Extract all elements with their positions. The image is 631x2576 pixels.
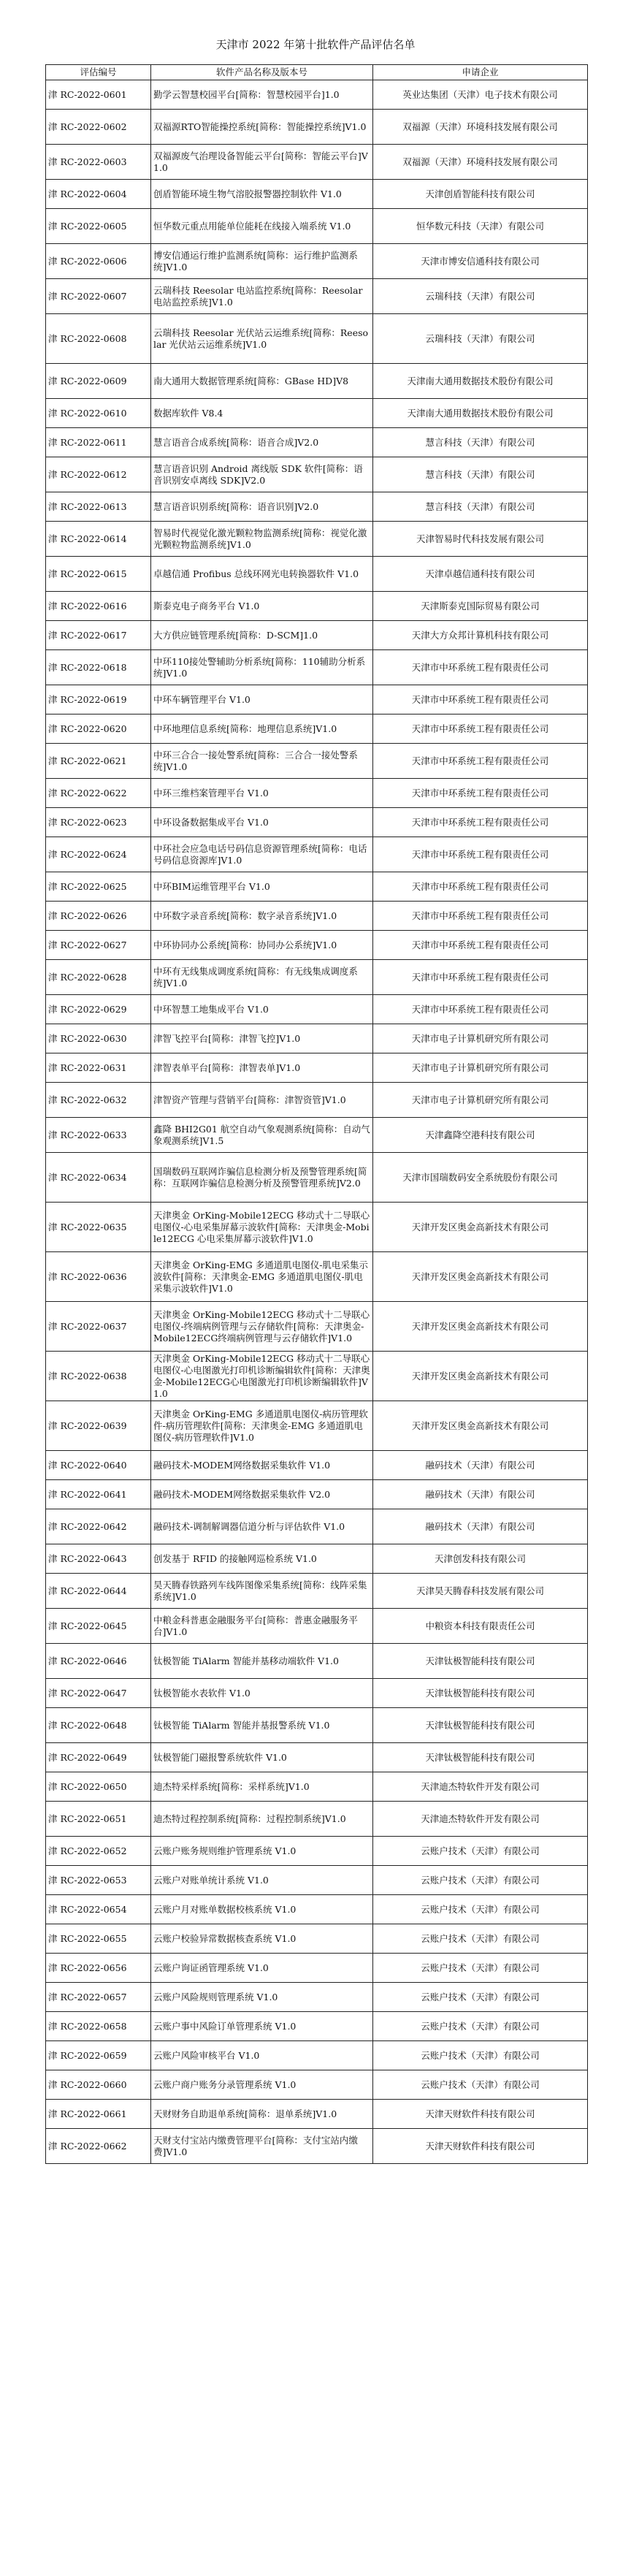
cell-eval-number: 津 RC-2022-0662 bbox=[46, 2129, 151, 2164]
table-row bbox=[46, 995, 588, 1024]
table-row bbox=[46, 744, 588, 779]
table-row bbox=[46, 1252, 588, 1302]
cell-eval-number: 津 RC-2022-0655 bbox=[46, 1924, 151, 1954]
cell-eval-number: 津 RC-2022-0603 bbox=[46, 145, 151, 180]
cell-applicant: 慧言科技（天津）有限公司 bbox=[373, 492, 588, 522]
cell-applicant: 云账户技术（天津）有限公司 bbox=[373, 1837, 588, 1866]
table-row bbox=[46, 110, 588, 145]
cell-eval-number: 津 RC-2022-0627 bbox=[46, 931, 151, 960]
cell-eval-number: 津 RC-2022-0659 bbox=[46, 2041, 151, 2070]
cell-applicant: 融码技术（天津）有限公司 bbox=[373, 1509, 588, 1544]
cell-software-name: 钛极智能水表软件 V1.0 bbox=[151, 1679, 373, 1708]
table-row bbox=[46, 1203, 588, 1252]
cell-software-name: 钛极智能 TiAlarm 智能并基报警系统 V1.0 bbox=[151, 1708, 373, 1743]
cell-software-name: 智易时代视觉化激光颗粒物监测系统[简称：视觉化激光颗粒物监测系统]V1.0 bbox=[151, 522, 373, 557]
table-row bbox=[46, 1153, 588, 1203]
cell-software-name: 慧言语音识别系统[简称：语音识别]V2.0 bbox=[151, 492, 373, 522]
cell-eval-number: 津 RC-2022-0660 bbox=[46, 2070, 151, 2100]
cell-software-name: 云瑞科技 Reesolar 电站监控系统[简称：Reesolar 电站监控系统]V1.0 bbox=[151, 279, 373, 314]
table-row bbox=[46, 364, 588, 399]
header-software-name: 软件产品名称及版本号 bbox=[151, 65, 373, 80]
cell-applicant: 天津斯泰克国际贸易有限公司 bbox=[373, 592, 588, 621]
cell-software-name: 斯泰克电子商务平台 V1.0 bbox=[151, 592, 373, 621]
cell-eval-number: 津 RC-2022-0656 bbox=[46, 1954, 151, 1983]
table-row bbox=[46, 931, 588, 960]
cell-applicant: 天津开发区奥金高新技术有限公司 bbox=[373, 1203, 588, 1252]
cell-applicant: 云账户技术（天津）有限公司 bbox=[373, 1983, 588, 2012]
cell-applicant: 天津市中环系统工程有限责任公司 bbox=[373, 837, 588, 872]
cell-software-name: 天津奥金 OrKing-Mobile12ECG 移动式十二导联心电图仪-心电图激光打印机诊断编辑软件[简称：天津奥金-Mobile12ECG心电图激光打印机诊断编辑软件]V1.0 bbox=[151, 1352, 373, 1401]
table-row bbox=[46, 1866, 588, 1895]
cell-eval-number: 津 RC-2022-0624 bbox=[46, 837, 151, 872]
cell-eval-number: 津 RC-2022-0602 bbox=[46, 110, 151, 145]
table-row bbox=[46, 1895, 588, 1924]
table-row bbox=[46, 1544, 588, 1574]
cell-eval-number: 津 RC-2022-0637 bbox=[46, 1302, 151, 1352]
cell-software-name: 天财财务自助退单系统[简称：退单系统]V1.0 bbox=[151, 2100, 373, 2129]
cell-eval-number: 津 RC-2022-0620 bbox=[46, 715, 151, 744]
cell-eval-number: 津 RC-2022-0605 bbox=[46, 209, 151, 244]
cell-software-name: 天财支付宝站内缴费管理平台[简称：支付宝站内缴费]V1.0 bbox=[151, 2129, 373, 2164]
cell-eval-number: 津 RC-2022-0611 bbox=[46, 428, 151, 457]
cell-software-name: 国瑞数码互联网诈骗信息检测分析及预警管理系统[简称：互联网诈骗信息检测分析及预警管理系统]V2.0 bbox=[151, 1153, 373, 1203]
cell-software-name: 中环三维档案管理平台 V1.0 bbox=[151, 779, 373, 808]
cell-eval-number: 津 RC-2022-0613 bbox=[46, 492, 151, 522]
cell-eval-number: 津 RC-2022-0633 bbox=[46, 1118, 151, 1153]
cell-eval-number: 津 RC-2022-0650 bbox=[46, 1772, 151, 1802]
cell-software-name: 中环协同办公系统[简称：协同办公系统]V1.0 bbox=[151, 931, 373, 960]
cell-applicant: 天津大方众邦计算机科技有限公司 bbox=[373, 621, 588, 650]
table-row bbox=[46, 837, 588, 872]
cell-eval-number: 津 RC-2022-0606 bbox=[46, 244, 151, 279]
cell-software-name: 中环BIM运维管理平台 V1.0 bbox=[151, 872, 373, 902]
table-row bbox=[46, 80, 588, 110]
cell-eval-number: 津 RC-2022-0621 bbox=[46, 744, 151, 779]
cell-applicant: 融码技术（天津）有限公司 bbox=[373, 1451, 588, 1480]
cell-applicant: 天津钛极智能科技有限公司 bbox=[373, 1743, 588, 1772]
cell-eval-number: 津 RC-2022-0628 bbox=[46, 960, 151, 995]
cell-software-name: 数据库软件 V8.4 bbox=[151, 399, 373, 428]
cell-applicant: 天津昊天腾春科技发展有限公司 bbox=[373, 1574, 588, 1609]
cell-applicant: 天津开发区奥金高新技术有限公司 bbox=[373, 1252, 588, 1302]
cell-applicant: 云账户技术（天津）有限公司 bbox=[373, 2012, 588, 2041]
cell-applicant: 天津开发区奥金高新技术有限公司 bbox=[373, 1352, 588, 1401]
table-row bbox=[46, 428, 588, 457]
header-applicant: 申请企业 bbox=[373, 65, 588, 80]
table-row bbox=[46, 1574, 588, 1609]
cell-applicant: 天津市中环系统工程有限责任公司 bbox=[373, 995, 588, 1024]
cell-applicant: 天津钛极智能科技有限公司 bbox=[373, 1708, 588, 1743]
table-row bbox=[46, 180, 588, 209]
cell-software-name: 中环地理信息系统[简称：地理信息系统]V1.0 bbox=[151, 715, 373, 744]
cell-software-name: 中环数字录音系统[简称：数字录音系统]V1.0 bbox=[151, 902, 373, 931]
cell-applicant: 天津开发区奥金高新技术有限公司 bbox=[373, 1401, 588, 1451]
cell-eval-number: 津 RC-2022-0661 bbox=[46, 2100, 151, 2129]
cell-software-name: 中环110接处警辅助分析系统[简称：110辅助分析系统]V1.0 bbox=[151, 650, 373, 685]
cell-applicant: 天津市中环系统工程有限责任公司 bbox=[373, 808, 588, 837]
table-row bbox=[46, 209, 588, 244]
cell-software-name: 大方供应链管理系统[简称：D-SCM]1.0 bbox=[151, 621, 373, 650]
cell-eval-number: 津 RC-2022-0619 bbox=[46, 685, 151, 715]
table-row bbox=[46, 872, 588, 902]
cell-eval-number: 津 RC-2022-0616 bbox=[46, 592, 151, 621]
cell-applicant: 融码技术（天津）有限公司 bbox=[373, 1480, 588, 1509]
cell-eval-number: 津 RC-2022-0635 bbox=[46, 1203, 151, 1252]
table-row bbox=[46, 808, 588, 837]
cell-software-name: 云账户询证函管理系统 V1.0 bbox=[151, 1954, 373, 1983]
cell-software-name: 中粮金科普惠金融服务平台[简称：普惠金融服务平台]V1.0 bbox=[151, 1609, 373, 1644]
table-row bbox=[46, 1743, 588, 1772]
cell-eval-number: 津 RC-2022-0629 bbox=[46, 995, 151, 1024]
cell-eval-number: 津 RC-2022-0631 bbox=[46, 1053, 151, 1083]
table-row bbox=[46, 1302, 588, 1352]
cell-software-name: 慧言语音合成系统[简称：语音合成]V2.0 bbox=[151, 428, 373, 457]
cell-applicant: 云账户技术（天津）有限公司 bbox=[373, 2070, 588, 2100]
cell-software-name: 昊天腾春铁路列车线阵图像采集系统[简称：线阵采集系统]V1.0 bbox=[151, 1574, 373, 1609]
cell-software-name: 中环有无线集成调度系统[简称：有无线集成调度系统]V1.0 bbox=[151, 960, 373, 995]
table-row bbox=[46, 779, 588, 808]
cell-eval-number: 津 RC-2022-0632 bbox=[46, 1083, 151, 1118]
cell-software-name: 云账户事中风险订单管理系统 V1.0 bbox=[151, 2012, 373, 2041]
cell-software-name: 云账户风险规则管理系统 V1.0 bbox=[151, 1983, 373, 2012]
cell-applicant: 天津创盾智能科技有限公司 bbox=[373, 180, 588, 209]
cell-applicant: 云账户技术（天津）有限公司 bbox=[373, 1895, 588, 1924]
cell-applicant: 天津市中环系统工程有限责任公司 bbox=[373, 650, 588, 685]
cell-applicant: 天津南大通用数据技术股份有限公司 bbox=[373, 399, 588, 428]
table-row bbox=[46, 279, 588, 314]
cell-eval-number: 津 RC-2022-0615 bbox=[46, 557, 151, 592]
cell-eval-number: 津 RC-2022-0609 bbox=[46, 364, 151, 399]
cell-applicant: 英业达集团（天津）电子技术有限公司 bbox=[373, 80, 588, 110]
cell-applicant: 天津鑫降空港科技有限公司 bbox=[373, 1118, 588, 1153]
table-row bbox=[46, 2129, 588, 2164]
cell-applicant: 天津迪杰特软件开发有限公司 bbox=[373, 1772, 588, 1802]
cell-eval-number: 津 RC-2022-0622 bbox=[46, 779, 151, 808]
table-row bbox=[46, 1679, 588, 1708]
cell-software-name: 勤学云智慧校园平台[简称：智慧校园平台]1.0 bbox=[151, 80, 373, 110]
cell-applicant: 天津开发区奥金高新技术有限公司 bbox=[373, 1302, 588, 1352]
table-row bbox=[46, 650, 588, 685]
cell-applicant: 天津创发科技有限公司 bbox=[373, 1544, 588, 1574]
cell-eval-number: 津 RC-2022-0647 bbox=[46, 1679, 151, 1708]
cell-applicant: 中粮资本科技有限责任公司 bbox=[373, 1609, 588, 1644]
cell-software-name: 双福源废气治理设备智能云平台[简称：智能云平台]V1.0 bbox=[151, 145, 373, 180]
cell-eval-number: 津 RC-2022-0626 bbox=[46, 902, 151, 931]
cell-applicant: 天津市中环系统工程有限责任公司 bbox=[373, 960, 588, 995]
cell-eval-number: 津 RC-2022-0653 bbox=[46, 1866, 151, 1895]
table-row bbox=[46, 960, 588, 995]
cell-applicant: 云账户技术（天津）有限公司 bbox=[373, 1954, 588, 1983]
cell-eval-number: 津 RC-2022-0645 bbox=[46, 1609, 151, 1644]
table-row bbox=[46, 2070, 588, 2100]
cell-applicant: 天津市中环系统工程有限责任公司 bbox=[373, 902, 588, 931]
table-row bbox=[46, 1083, 588, 1118]
table-row bbox=[46, 621, 588, 650]
table-row bbox=[46, 1480, 588, 1509]
table-row bbox=[46, 557, 588, 592]
cell-applicant: 双福源（天津）环境科技发展有限公司 bbox=[373, 145, 588, 180]
cell-software-name: 天津奥金 OrKing-EMG 多通道肌电图仪-病历管理软件-病历管理软件[简称：天津奥金-EMG 多通道肌电图仪-病历管理软件]V1.0 bbox=[151, 1401, 373, 1451]
cell-eval-number: 津 RC-2022-0617 bbox=[46, 621, 151, 650]
cell-applicant: 天津天财软件科技有限公司 bbox=[373, 2100, 588, 2129]
cell-applicant: 天津市电子计算机研究所有限公司 bbox=[373, 1024, 588, 1053]
table-row bbox=[46, 457, 588, 492]
cell-software-name: 融码技术-MODEM网络数据采集软件 V2.0 bbox=[151, 1480, 373, 1509]
cell-eval-number: 津 RC-2022-0612 bbox=[46, 457, 151, 492]
cell-applicant: 天津智易时代科技发展有限公司 bbox=[373, 522, 588, 557]
cell-eval-number: 津 RC-2022-0640 bbox=[46, 1451, 151, 1480]
cell-eval-number: 津 RC-2022-0607 bbox=[46, 279, 151, 314]
cell-eval-number: 津 RC-2022-0614 bbox=[46, 522, 151, 557]
cell-software-name: 天津奥金 OrKing-Mobile12ECG 移动式十二导联心电图仪-心电采集屏幕示波软件[简称：天津奥金-Mobile12ECG 心电采集屏幕示波软件]V1.0 bbox=[151, 1203, 373, 1252]
cell-software-name: 迪杰特采样系统[简称：采样系统]V1.0 bbox=[151, 1772, 373, 1802]
cell-applicant: 天津市博安信通科技有限公司 bbox=[373, 244, 588, 279]
cell-eval-number: 津 RC-2022-0643 bbox=[46, 1544, 151, 1574]
cell-software-name: 中环设备数据集成平台 V1.0 bbox=[151, 808, 373, 837]
cell-software-name: 创发基于 RFID 的接触网巡检系统 V1.0 bbox=[151, 1544, 373, 1574]
cell-software-name: 天津奥金 OrKing-Mobile12ECG 移动式十二导联心电图仪-终端病例管理与云存储软件[简称：天津奥金-Mobile12ECG终端病例管理与云存储软件]V1.0 bbox=[151, 1302, 373, 1352]
table-row bbox=[46, 2041, 588, 2070]
cell-applicant: 云瑞科技（天津）有限公司 bbox=[373, 279, 588, 314]
table-body bbox=[46, 80, 588, 2164]
header-row bbox=[46, 65, 588, 80]
table-row bbox=[46, 1802, 588, 1837]
cell-software-name: 融码技术-MODEM网络数据采集软件 V1.0 bbox=[151, 1451, 373, 1480]
table-row bbox=[46, 1024, 588, 1053]
cell-applicant: 天津钛极智能科技有限公司 bbox=[373, 1644, 588, 1679]
table-row bbox=[46, 1954, 588, 1983]
cell-software-name: 云账户校验异常数据核查系统 V1.0 bbox=[151, 1924, 373, 1954]
cell-eval-number: 津 RC-2022-0648 bbox=[46, 1708, 151, 1743]
cell-software-name: 中环车辆管理平台 V1.0 bbox=[151, 685, 373, 715]
cell-software-name: 鑫降 BHI2G01 航空自动气象观测系统[简称：自动气象观测系统]V1.5 bbox=[151, 1118, 373, 1153]
table-row bbox=[46, 1053, 588, 1083]
cell-applicant: 天津市电子计算机研究所有限公司 bbox=[373, 1083, 588, 1118]
cell-software-name: 津智资产管理与营销平台[简称：津智资管]V1.0 bbox=[151, 1083, 373, 1118]
cell-applicant: 天津市中环系统工程有限责任公司 bbox=[373, 779, 588, 808]
cell-software-name: 津智飞控平台[简称：津智飞控]V1.0 bbox=[151, 1024, 373, 1053]
table-row bbox=[46, 1708, 588, 1743]
cell-eval-number: 津 RC-2022-0623 bbox=[46, 808, 151, 837]
cell-applicant: 天津南大通用数据技术股份有限公司 bbox=[373, 364, 588, 399]
software-catalog-table bbox=[45, 64, 588, 2164]
cell-eval-number: 津 RC-2022-0638 bbox=[46, 1352, 151, 1401]
cell-software-name: 中环社会应急电话号码信息资源管理系统[简称：电话号码信息资源库]V1.0 bbox=[151, 837, 373, 872]
cell-applicant: 天津卓越信通科技有限公司 bbox=[373, 557, 588, 592]
cell-applicant: 云账户技术（天津）有限公司 bbox=[373, 2041, 588, 2070]
cell-applicant: 天津钛极智能科技有限公司 bbox=[373, 1679, 588, 1708]
cell-software-name: 云账户商户账务分录管理系统 V1.0 bbox=[151, 2070, 373, 2100]
table-row bbox=[46, 1644, 588, 1679]
cell-software-name: 南大通用大数据管理系统[简称：GBase HD]V8 bbox=[151, 364, 373, 399]
table-row bbox=[46, 715, 588, 744]
table-row bbox=[46, 399, 588, 428]
table-row bbox=[46, 1352, 588, 1401]
cell-software-name: 卓越信通 Profibus 总线环网光电转换器软件 V1.0 bbox=[151, 557, 373, 592]
table-row bbox=[46, 2012, 588, 2041]
cell-applicant: 双福源（天津）环境科技发展有限公司 bbox=[373, 110, 588, 145]
cell-software-name: 博安信通运行维护监测系统[简称：运行维护监测系统]V1.0 bbox=[151, 244, 373, 279]
table-row bbox=[46, 244, 588, 279]
table-row bbox=[46, 2100, 588, 2129]
table-row bbox=[46, 522, 588, 557]
cell-software-name: 恒华数元重点用能单位能耗在线接入端系统 V1.0 bbox=[151, 209, 373, 244]
table-row bbox=[46, 1509, 588, 1544]
table-row bbox=[46, 492, 588, 522]
cell-software-name: 双福源RTO智能操控系统[简称：智能操控系统]V1.0 bbox=[151, 110, 373, 145]
cell-eval-number: 津 RC-2022-0610 bbox=[46, 399, 151, 428]
table-row bbox=[46, 1118, 588, 1153]
cell-eval-number: 津 RC-2022-0604 bbox=[46, 180, 151, 209]
table-row bbox=[46, 902, 588, 931]
cell-software-name: 云账户账务规则维护管理系统 V1.0 bbox=[151, 1837, 373, 1866]
header-eval-number: 评估编号 bbox=[46, 65, 151, 80]
cell-eval-number: 津 RC-2022-0649 bbox=[46, 1743, 151, 1772]
cell-eval-number: 津 RC-2022-0654 bbox=[46, 1895, 151, 1924]
table-row bbox=[46, 1401, 588, 1451]
cell-eval-number: 津 RC-2022-0646 bbox=[46, 1644, 151, 1679]
cell-applicant: 天津市中环系统工程有限责任公司 bbox=[373, 685, 588, 715]
cell-applicant: 天津市中环系统工程有限责任公司 bbox=[373, 715, 588, 744]
cell-software-name: 中环智慧工地集成平台 V1.0 bbox=[151, 995, 373, 1024]
cell-software-name: 创盾智能环境生物气溶胶报警器控制软件 V1.0 bbox=[151, 180, 373, 209]
table-row bbox=[46, 685, 588, 715]
cell-software-name: 融码技术-调制解调器信道分析与评估软件 V1.0 bbox=[151, 1509, 373, 1544]
cell-applicant: 天津市中环系统工程有限责任公司 bbox=[373, 872, 588, 902]
cell-applicant: 天津市电子计算机研究所有限公司 bbox=[373, 1053, 588, 1083]
cell-eval-number: 津 RC-2022-0639 bbox=[46, 1401, 151, 1451]
cell-applicant: 云账户技术（天津）有限公司 bbox=[373, 1924, 588, 1954]
cell-software-name: 中环三合合一接处警系统[简称：三合合一接处警系统]V1.0 bbox=[151, 744, 373, 779]
cell-software-name: 云瑞科技 Reesolar 光伏站云运维系统[简称：Reesolar 光伏站云运维系统]V1.0 bbox=[151, 314, 373, 364]
cell-eval-number: 津 RC-2022-0641 bbox=[46, 1480, 151, 1509]
document-title: 天津市 2022 年第十批软件产品评估名单 bbox=[215, 38, 416, 51]
cell-software-name: 云账户风险审核平台 V1.0 bbox=[151, 2041, 373, 2070]
cell-eval-number: 津 RC-2022-0634 bbox=[46, 1153, 151, 1203]
cell-eval-number: 津 RC-2022-0642 bbox=[46, 1509, 151, 1544]
table-row bbox=[46, 1772, 588, 1802]
cell-applicant: 天津市中环系统工程有限责任公司 bbox=[373, 931, 588, 960]
cell-applicant: 云账户技术（天津）有限公司 bbox=[373, 1866, 588, 1895]
cell-eval-number: 津 RC-2022-0625 bbox=[46, 872, 151, 902]
cell-eval-number: 津 RC-2022-0608 bbox=[46, 314, 151, 364]
table-row bbox=[46, 1837, 588, 1866]
cell-eval-number: 津 RC-2022-0601 bbox=[46, 80, 151, 110]
cell-applicant: 慧言科技（天津）有限公司 bbox=[373, 457, 588, 492]
cell-eval-number: 津 RC-2022-0636 bbox=[46, 1252, 151, 1302]
cell-applicant: 天津市中环系统工程有限责任公司 bbox=[373, 744, 588, 779]
cell-software-name: 津智表单平台[简称：津智表单]V1.0 bbox=[151, 1053, 373, 1083]
cell-software-name: 天津奥金 OrKing-EMG 多通道肌电图仪-肌电采集示波软件[简称：天津奥金-EMG 多通道肌电图仪-肌电采集示波软件]V1.0 bbox=[151, 1252, 373, 1302]
cell-applicant: 天津迪杰特软件开发有限公司 bbox=[373, 1802, 588, 1837]
cell-software-name: 慧言语音识别 Android 离线版 SDK 软件[简称：语音识别安卓离线 SDK]V2.0 bbox=[151, 457, 373, 492]
cell-eval-number: 津 RC-2022-0657 bbox=[46, 1983, 151, 2012]
table-row bbox=[46, 1451, 588, 1480]
cell-software-name: 迪杰特过程控制系统[简称：过程控制系统]V1.0 bbox=[151, 1802, 373, 1837]
table-row bbox=[46, 314, 588, 364]
cell-software-name: 云账户月对账单数据校核系统 V1.0 bbox=[151, 1895, 373, 1924]
table-row bbox=[46, 1924, 588, 1954]
cell-applicant: 恒华数元科技（天津）有限公司 bbox=[373, 209, 588, 244]
cell-applicant: 慧言科技（天津）有限公司 bbox=[373, 428, 588, 457]
cell-eval-number: 津 RC-2022-0652 bbox=[46, 1837, 151, 1866]
table-row bbox=[46, 145, 588, 180]
cell-eval-number: 津 RC-2022-0630 bbox=[46, 1024, 151, 1053]
cell-applicant: 天津市国瑞数码安全系统股份有限公司 bbox=[373, 1153, 588, 1203]
table-row bbox=[46, 1609, 588, 1644]
cell-eval-number: 津 RC-2022-0644 bbox=[46, 1574, 151, 1609]
cell-applicant: 云瑞科技（天津）有限公司 bbox=[373, 314, 588, 364]
cell-eval-number: 津 RC-2022-0618 bbox=[46, 650, 151, 685]
cell-eval-number: 津 RC-2022-0658 bbox=[46, 2012, 151, 2041]
cell-software-name: 钛极智能 TiAlarm 智能并基移动端软件 V1.0 bbox=[151, 1644, 373, 1679]
cell-eval-number: 津 RC-2022-0651 bbox=[46, 1802, 151, 1837]
cell-software-name: 云账户对账单统计系统 V1.0 bbox=[151, 1866, 373, 1895]
table-row bbox=[46, 592, 588, 621]
table-row bbox=[46, 1983, 588, 2012]
cell-software-name: 钛极智能门磁报警系统软件 V1.0 bbox=[151, 1743, 373, 1772]
cell-applicant: 天津天财软件科技有限公司 bbox=[373, 2129, 588, 2164]
